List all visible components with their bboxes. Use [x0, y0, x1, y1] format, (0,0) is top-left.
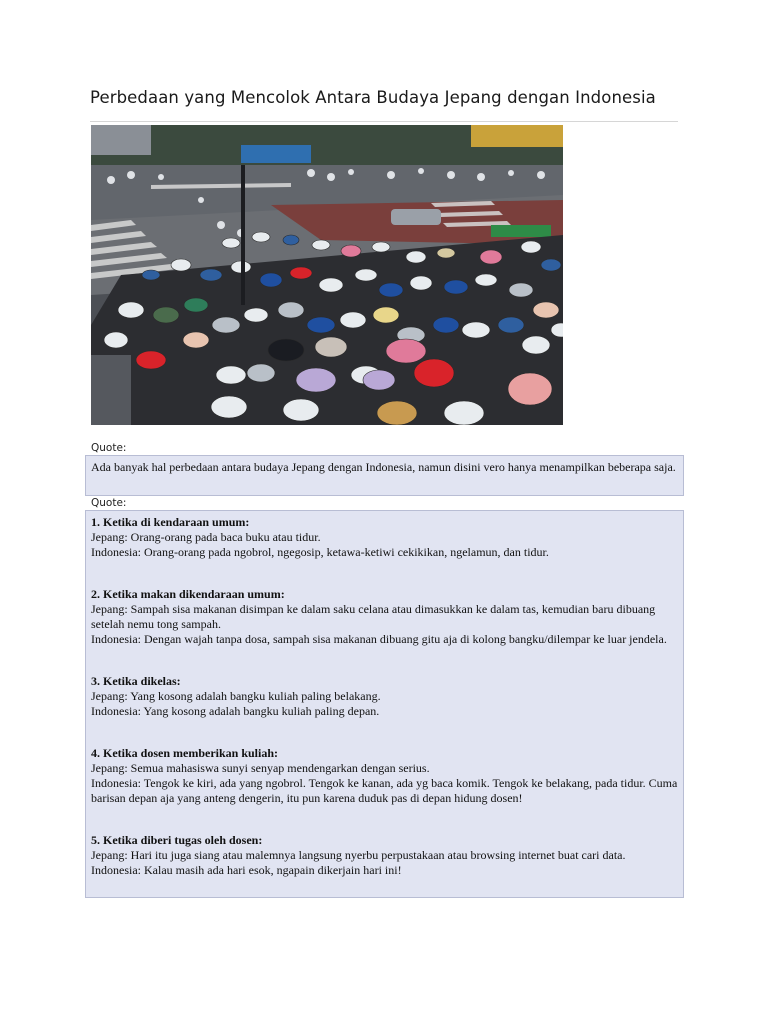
section-title: 5. Ketika diberi tugas oleh dosen:: [91, 833, 263, 847]
jepang-text: Jepang: Yang kosong adalah bangku kuliah paling belakang.: [91, 689, 381, 703]
quote-box-comparison: [85, 510, 684, 898]
comparison-section: [91, 515, 678, 560]
indonesia-text: Indonesia: Yang kosong adalah bangku kuliah paling depan.: [91, 704, 380, 718]
indonesia-text: Indonesia: Kalau masih ada hari esok, ngapain dikerjain hari ini!: [91, 863, 402, 877]
comparison-section: [91, 674, 678, 719]
comparison-section: [91, 746, 678, 806]
comparison-section: [91, 833, 678, 878]
quote-intro-text: Ada banyak hal perbedaan antara budaya Jepang dengan Indonesia, namun disini vero hanya menampilkan beberapa saja.: [91, 460, 676, 474]
indonesia-text: Indonesia: Orang-orang pada ngobrol, ngegosip, ketawa-ketiwi cekikikan, ngelamun, dan tidur.: [91, 545, 549, 559]
page-title: Perbedaan yang Mencolok Antara Budaya Jepang dengan Indonesia: [90, 88, 656, 107]
quote-label: Quote:: [91, 497, 127, 509]
quote-label: Quote:: [91, 442, 127, 454]
jepang-text: Jepang: Semua mahasiswa sunyi senyap mendengarkan dengan serius.: [91, 761, 430, 775]
title-divider: [90, 121, 678, 122]
quote-box-intro: [85, 455, 684, 496]
indonesia-text: Indonesia: Tengok ke kiri, ada yang ngobrol. Tengok ke kanan, ada yg baca komik. Tengok ke belakang, pada tidur. Cuma barisan depan aja yang anteng dengerin, itu pun karena duduk pas di depan hidung dosen!: [91, 776, 678, 805]
indonesia-text: Indonesia: Dengan wajah tanpa dosa, sampah sisa makanan dibuang gitu aja di kolong bangku/dilempar ke luar jendela.: [91, 632, 667, 646]
jepang-text: Jepang: Hari itu juga siang atau malemnya langsung nyerbu perpustakaan atau browsing internet buat cari data.: [91, 848, 626, 862]
section-title: 2. Ketika makan dikendaraan umum:: [91, 587, 285, 601]
jepang-text: Jepang: Sampah sisa makanan disimpan ke dalam saku celana atau dimasukkan ke dalam tas, kemudian baru dibuang setelah nemu tong sampah.: [91, 602, 656, 631]
comparison-section: [91, 587, 678, 647]
section-title: 3. Ketika dikelas:: [91, 674, 181, 688]
crowd-umbrella-photo: [91, 125, 563, 425]
section-title: 4. Ketika dosen memberikan kuliah:: [91, 746, 279, 760]
jepang-text: Jepang: Orang-orang pada baca buku atau tidur.: [91, 530, 321, 544]
section-title: 1. Ketika di kendaraan umum:: [91, 515, 250, 529]
